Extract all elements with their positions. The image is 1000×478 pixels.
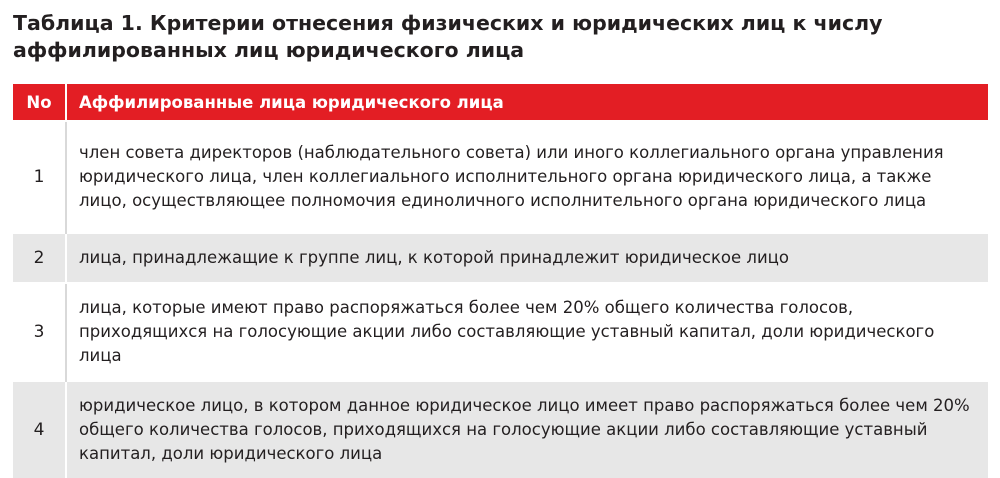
table-title: Таблица 1. Критерии отнесения физических и юридических лиц к числу аффилированных лиц юридического лица <box>13 11 883 62</box>
row-text: лица, которые имеют право распоряжаться более чем 20% общего количества голосов, приходящихся на голосующие акции либо составляющие уставный капитал, доли юридического лица <box>66 283 988 381</box>
row-number: 4 <box>13 381 66 478</box>
row-text: лица, принадлежащие к группе лиц, к которой принадлежит юридическое лицо <box>66 233 988 283</box>
table-header-row <box>13 84 988 121</box>
row-number: 1 <box>13 121 66 233</box>
row-number: 3 <box>13 283 66 381</box>
row-number: 2 <box>13 233 66 283</box>
table-row <box>13 121 988 233</box>
row-text: юридическое лицо, в котором данное юридическое лицо имеет право распоряжаться более чем 20% общего количества голосов, приходящихся на голосующие акции либо составляющие уставный капитал, доли юридического лица <box>66 381 988 478</box>
header-number: No <box>13 84 66 121</box>
row-text: член совета директоров (наблюдательного совета) или иного коллегиального органа управления юридического лица, член коллегиального исполнительного органа юридического лица, а также лицо, осуществляющее полномочия единоличного исполнительного органа юридического лица <box>66 121 988 233</box>
table-row <box>13 233 988 283</box>
table-row <box>13 283 988 381</box>
header-description: Аффилированные лица юридического лица <box>66 84 988 121</box>
table-row <box>13 381 988 478</box>
affiliates-table-container <box>13 84 988 478</box>
affiliates-table <box>13 84 988 478</box>
